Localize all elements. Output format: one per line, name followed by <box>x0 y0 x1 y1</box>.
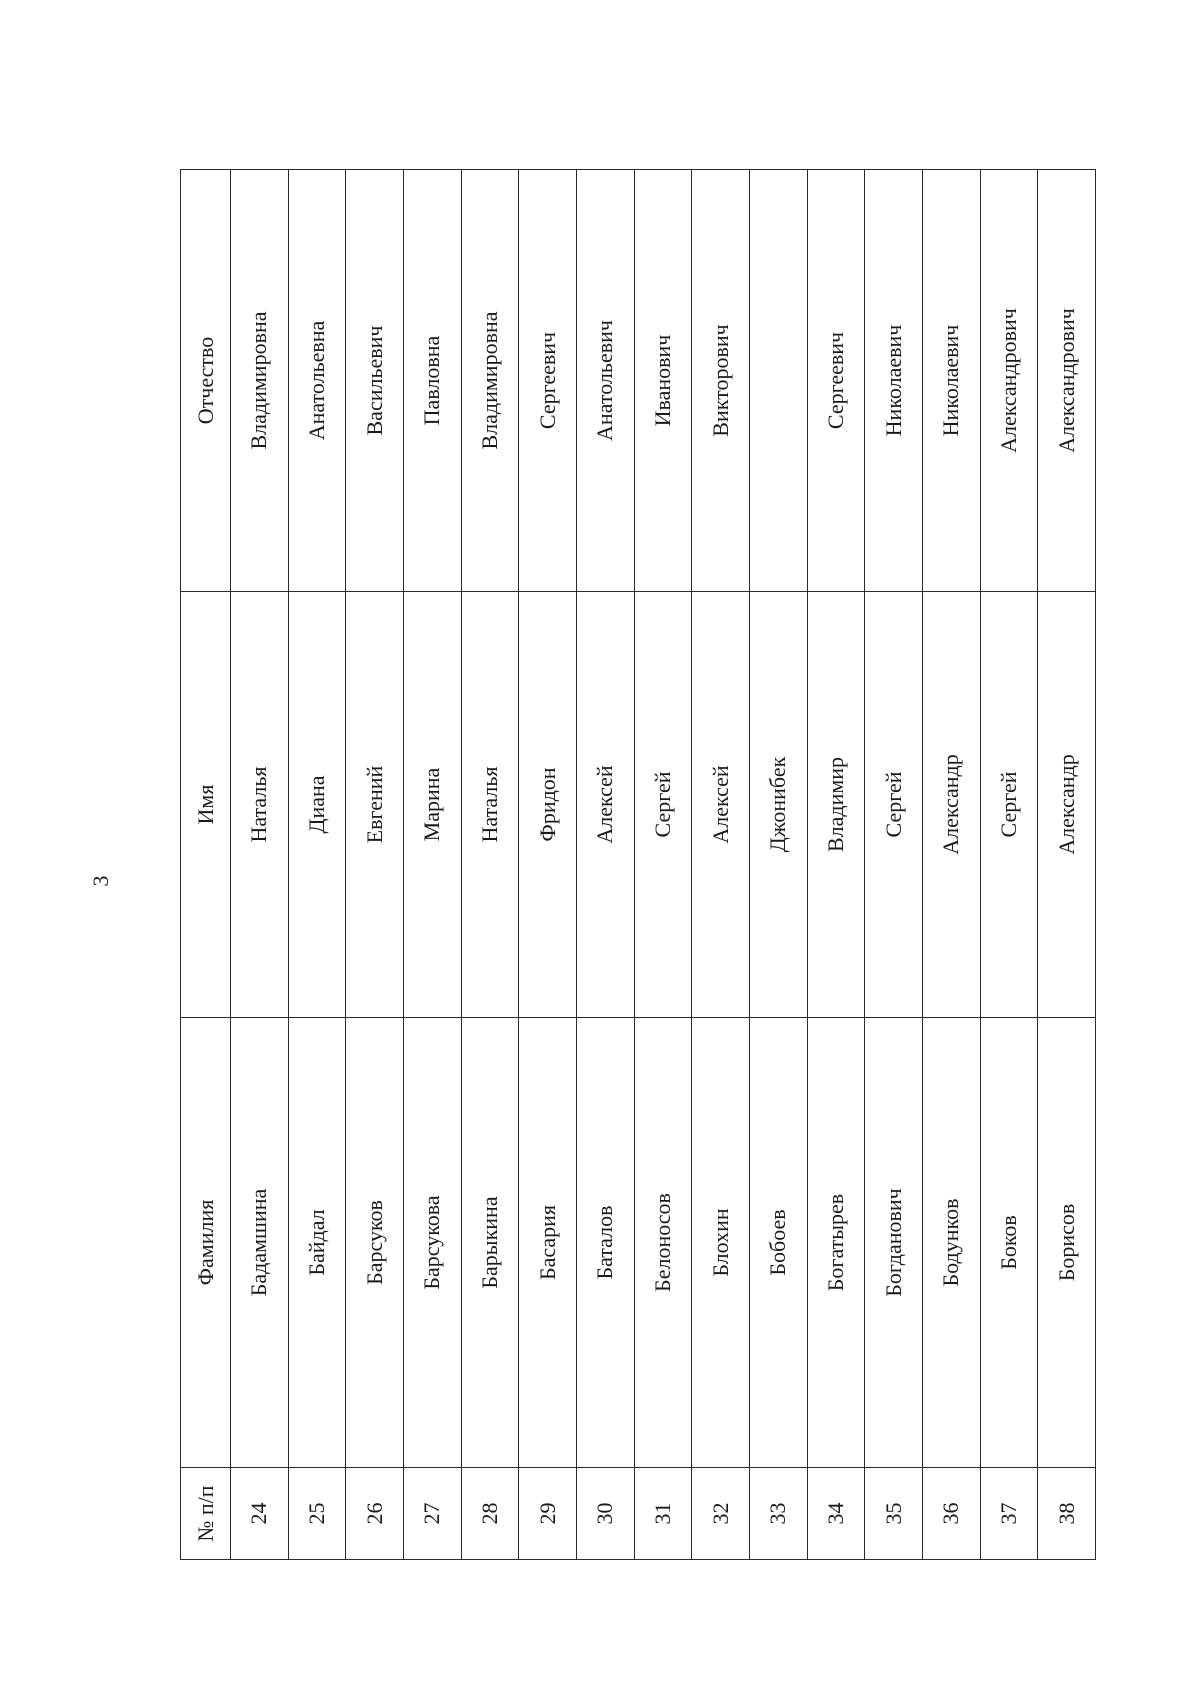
cell-last-name: Блохин <box>692 1018 750 1468</box>
cell-num: 34 <box>807 1468 865 1560</box>
cell-patronymic: Иванович <box>634 170 692 592</box>
table-row <box>519 170 577 1560</box>
table-row <box>346 170 404 1560</box>
table-row <box>634 170 692 1560</box>
table-row <box>807 170 865 1560</box>
table-row <box>576 170 634 1560</box>
cell-num: 24 <box>231 1468 289 1560</box>
cell-last-name: Барсуков <box>346 1018 404 1468</box>
cell-last-name: Бобоев <box>749 1018 807 1468</box>
cell-num: 28 <box>461 1468 519 1560</box>
cell-patronymic: Сергеевич <box>519 170 577 592</box>
cell-patronymic: Александрович <box>980 170 1038 592</box>
cell-first-name: Сергей <box>634 592 692 1018</box>
cell-num: 38 <box>1038 1468 1096 1560</box>
table-row <box>1038 170 1096 1560</box>
cell-first-name: Джонибек <box>749 592 807 1018</box>
cell-first-name: Сергей <box>980 592 1038 1018</box>
cell-patronymic: Павловна <box>403 170 461 592</box>
cell-last-name: Барсукова <box>403 1018 461 1468</box>
cell-num: 26 <box>346 1468 404 1560</box>
cell-last-name: Бодунков <box>922 1018 980 1468</box>
cell-first-name: Владимир <box>807 592 865 1018</box>
cell-first-name: Евгений <box>346 592 404 1018</box>
cell-patronymic: Викторович <box>692 170 750 592</box>
cell-num: 25 <box>288 1468 346 1560</box>
cell-last-name: Богданович <box>865 1018 923 1468</box>
rotated-table-container <box>180 170 1096 1560</box>
cell-last-name: Байдал <box>288 1018 346 1468</box>
cell-num: 36 <box>922 1468 980 1560</box>
cell-patronymic: Анатольевич <box>576 170 634 592</box>
cell-first-name: Александр <box>1038 592 1096 1018</box>
cell-patronymic <box>749 170 807 592</box>
cell-first-name: Сергей <box>865 592 923 1018</box>
table-row <box>865 170 923 1560</box>
persons-table <box>180 169 1096 1560</box>
cell-num: 35 <box>865 1468 923 1560</box>
cell-first-name: Алексей <box>576 592 634 1018</box>
table-row <box>980 170 1038 1560</box>
table-row <box>403 170 461 1560</box>
cell-patronymic: Владимировна <box>231 170 289 592</box>
cell-num: 27 <box>403 1468 461 1560</box>
cell-num: 31 <box>634 1468 692 1560</box>
table-row <box>231 170 289 1560</box>
cell-last-name: Басария <box>519 1018 577 1468</box>
cell-last-name: Богатырев <box>807 1018 865 1468</box>
cell-first-name: Диана <box>288 592 346 1018</box>
cell-first-name: Фридон <box>519 592 577 1018</box>
cell-num: 30 <box>576 1468 634 1560</box>
cell-last-name: Барыкина <box>461 1018 519 1468</box>
table-row <box>461 170 519 1560</box>
cell-num: 37 <box>980 1468 1038 1560</box>
cell-patronymic: Сергеевич <box>807 170 865 592</box>
table-row <box>922 170 980 1560</box>
cell-patronymic: Николаевич <box>922 170 980 592</box>
table-row <box>692 170 750 1560</box>
cell-first-name: Марина <box>403 592 461 1018</box>
header-num: № п/п <box>181 1468 231 1560</box>
cell-last-name: Баталов <box>576 1018 634 1468</box>
cell-first-name: Алексей <box>692 592 750 1018</box>
cell-num: 29 <box>519 1468 577 1560</box>
cell-last-name: Боков <box>980 1018 1038 1468</box>
page-number: 3 <box>88 875 113 887</box>
cell-first-name: Наталья <box>461 592 519 1018</box>
table-row <box>288 170 346 1560</box>
cell-patronymic: Николаевич <box>865 170 923 592</box>
cell-patronymic: Анатольевна <box>288 170 346 592</box>
cell-num: 32 <box>692 1468 750 1560</box>
header-patronymic: Отчество <box>181 170 231 592</box>
table-header-row <box>181 170 231 1560</box>
cell-last-name: Белоносов <box>634 1018 692 1468</box>
table-row <box>749 170 807 1560</box>
cell-patronymic: Васильевич <box>346 170 404 592</box>
header-first-name: Имя <box>181 592 231 1018</box>
cell-last-name: Борисов <box>1038 1018 1096 1468</box>
cell-first-name: Александр <box>922 592 980 1018</box>
header-last-name: Фамилия <box>181 1018 231 1468</box>
cell-last-name: Бадамшина <box>231 1018 289 1468</box>
cell-num: 33 <box>749 1468 807 1560</box>
cell-patronymic: Александрович <box>1038 170 1096 592</box>
cell-first-name: Наталья <box>231 592 289 1018</box>
cell-patronymic: Владимировна <box>461 170 519 592</box>
